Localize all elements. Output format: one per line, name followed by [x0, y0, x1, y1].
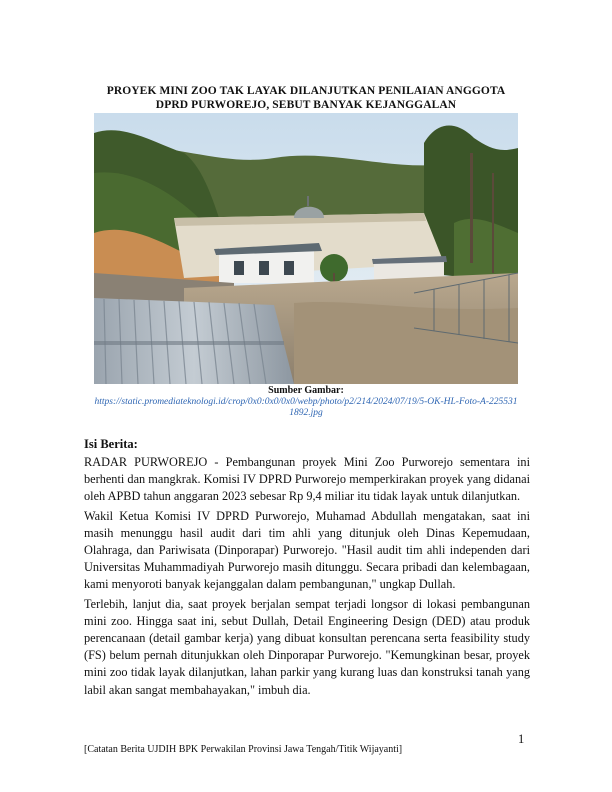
section-heading: Isi Berita:: [84, 437, 138, 451]
page-number: 1: [518, 732, 525, 746]
paragraph: Terlebih, lanjut dia, saat proyek berjalan sempat terjadi longsor di lokasi pembangunan mini zoo. Hingga saat ini, sebut Dullah, Detail Engineering Design (DED) atau produk perencanaan (detail gambar kerja) yang dibuat konsultan perencana serta feasibility study (FS) belum pernah ditunjukkan oleh Dinporapar Purworejo. "Kemungkinan besar, proyek mini zoo tidak layak dilanjutkan, lahan parkir yang kurang luas dan konstruksi tanah yang labil akan sangat membahayakan," imbuh dia.: [84, 596, 530, 697]
footer-note: [Catatan Berita UJDIH BPK Perwakilan Provinsi Jawa Tengah/Titik Wijayanti]: [84, 744, 403, 755]
news-photo: [94, 113, 518, 384]
article-body: [84, 454, 530, 701]
title-line-2: DPRD PURWOREJO, SEBUT BANYAK KEJANGGALAN: [155, 99, 457, 111]
paragraph: Wakil Ketua Komisi IV DPRD Purworejo, Muhamad Abdullah mengatakan, saat ini masih menunggu hasil audit dari tim ahli yang ditunjuk oleh Dinas Kepemudaan, Olahraga, dan Pariwisata (Dinporapar) Purworejo. "Hasil audit tim ahli independen dari Universitas Muhammadiyah Purworejo masih ditunggu. Secara pribadi dan kelembagaan, kami menyoroti banyak kejanggalan dalam pembangunan," ungkap Dullah.: [84, 508, 530, 592]
construction-site-photo: [94, 113, 518, 384]
image-source-link[interactable]: https://static.promediateknologi.id/crop/0x0:0x0/0x0/webp/photo/p2/214/2024/07/19/5-OK-HL-Foto-A-2255311892.jpg: [94, 397, 518, 418]
image-source-label: Sumber Gambar:: [268, 385, 344, 396]
paragraph: RADAR PURWOREJO - Pembangunan proyek Mini Zoo Purworejo sementara ini berhenti dan mangkrak. Komisi IV DPRD Purworejo memperkirakan proyek yang didanai oleh APBD tahun anggaran 2023 sebesar Rp 9,4 miliar itu tidak layak untuk dilanjutkan.: [84, 455, 530, 504]
document-title: [70, 84, 542, 112]
title-line-1: PROYEK MINI ZOO TAK LAYAK DILANJUTKAN PENILAIAN ANGGOTA: [106, 85, 506, 97]
